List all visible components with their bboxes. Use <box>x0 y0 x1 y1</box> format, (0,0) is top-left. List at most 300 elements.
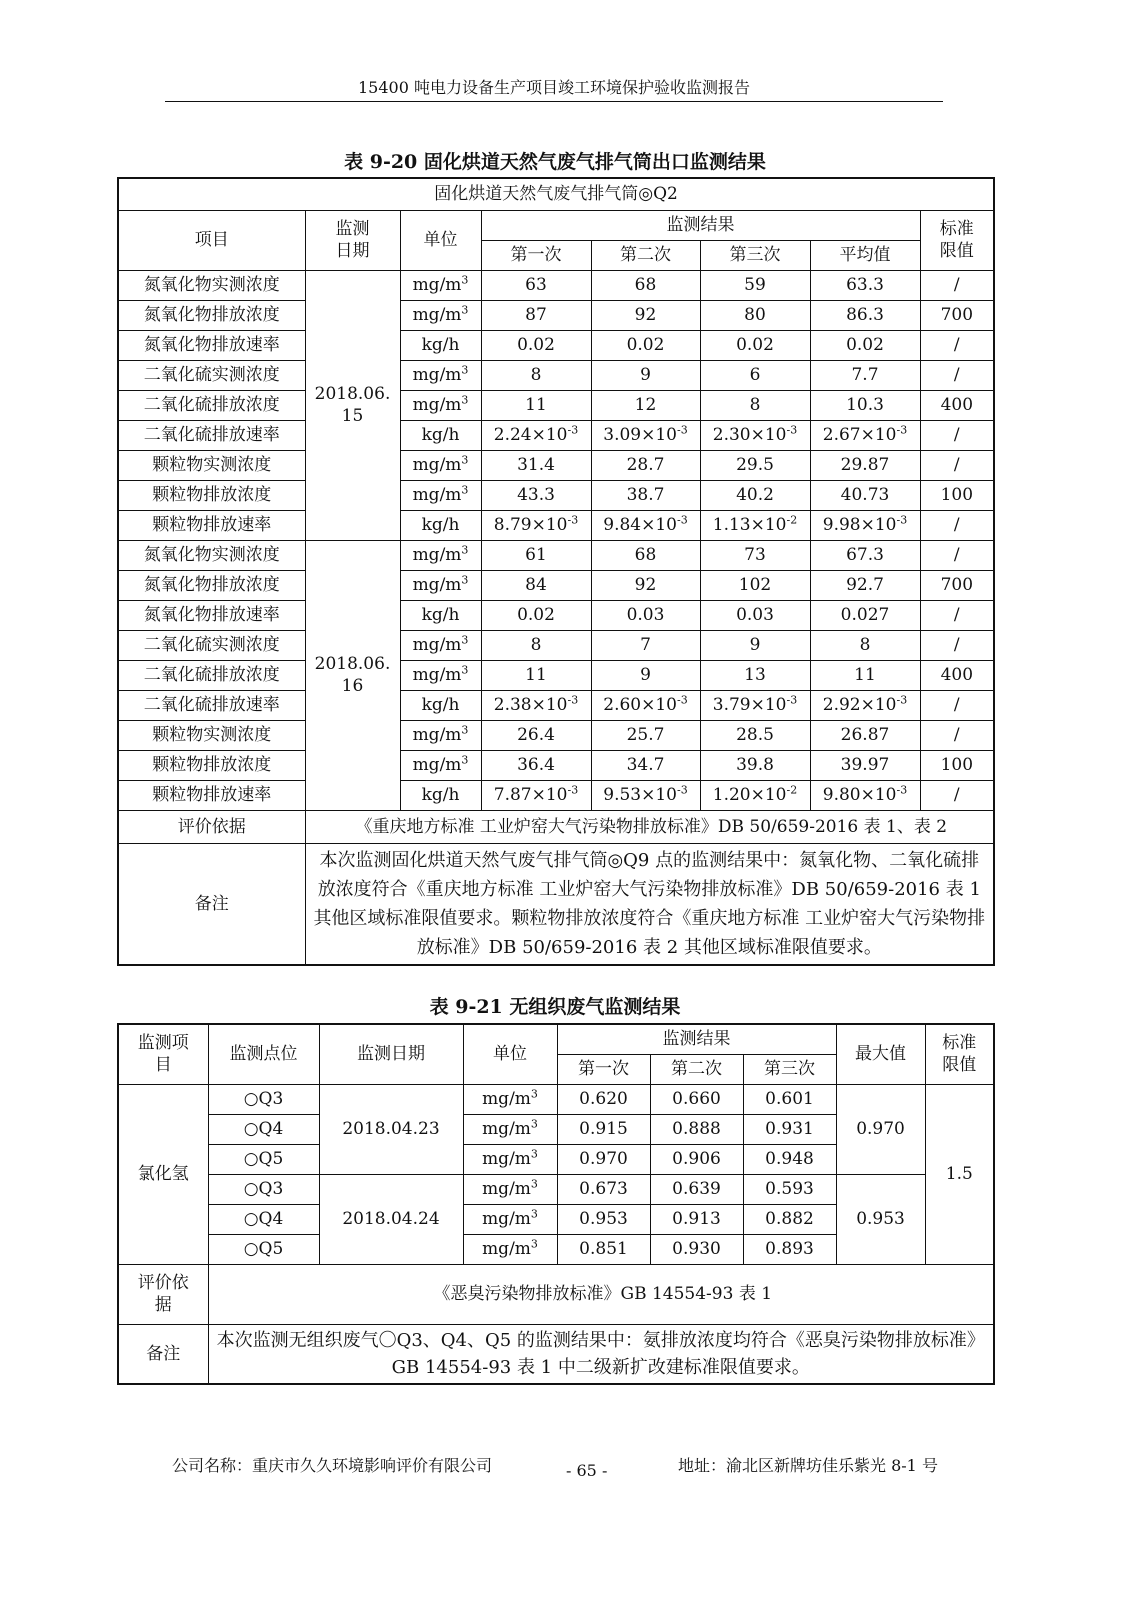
unit-cell <box>400 450 481 480</box>
value-cell <box>481 300 591 330</box>
unit-superscript: 3 <box>530 1147 538 1161</box>
value-exponent: -3 <box>896 513 908 527</box>
th2-run-1: 第一次 <box>557 1054 650 1084</box>
th2-max: 最大值 <box>836 1024 925 1084</box>
point-cell: ○Q5 <box>208 1234 319 1264</box>
unit-text: mg/m <box>482 1119 531 1139</box>
value-mantissa: 36.4 <box>517 755 555 775</box>
value-cell <box>700 750 810 780</box>
value-cell: 0.931 <box>743 1114 836 1144</box>
value-cell <box>591 420 700 450</box>
value-cell <box>700 570 810 600</box>
value-mantissa: 9.84×10 <box>603 515 677 535</box>
limit-cell: / <box>920 270 994 300</box>
th-limit: 标准 限值 <box>920 210 994 270</box>
value-cell <box>700 330 810 360</box>
value-mantissa: 39.97 <box>840 755 890 775</box>
unit-text: mg/m <box>412 365 462 385</box>
value-cell <box>481 360 591 390</box>
unit-text: kg/h <box>421 605 460 625</box>
th2-run-3: 第三次 <box>743 1054 836 1084</box>
value-cell <box>700 720 810 750</box>
max-cell: 0.970 <box>836 1084 925 1174</box>
value-cell: 0.620 <box>557 1084 650 1114</box>
value-cell <box>481 720 591 750</box>
value-mantissa: 12 <box>634 395 657 415</box>
value-mantissa: 26.87 <box>840 725 890 745</box>
unit-superscript: 3 <box>461 543 469 557</box>
item-cell: 氮氧化物排放速率 <box>118 330 305 360</box>
value-mantissa: 59 <box>744 275 766 295</box>
table1-caption: 表 9-20 固化烘道天然气废气排气筒出口监测结果 <box>344 151 766 173</box>
unit-superscript: 3 <box>461 453 469 467</box>
value-cell <box>591 600 700 630</box>
limit-cell: / <box>920 540 994 570</box>
value-cell <box>810 600 920 630</box>
value-cell <box>481 480 591 510</box>
th-run-3: 第三次 <box>700 240 810 270</box>
value-mantissa: 87 <box>525 305 547 325</box>
unit-superscript: 3 <box>461 483 469 497</box>
value-exponent: -3 <box>677 513 688 527</box>
value-cell <box>700 300 810 330</box>
unit-text: kg/h <box>421 335 460 355</box>
value-mantissa: 13 <box>744 665 766 685</box>
remark2-text: 本次监测无组织废气〇Q3、Q4、Q5 的监测结果中：氨排放浓度均符合《恶臭污染物排放标准》GB 14554-93 表 1 中二级新扩改建标准限值要求。 <box>208 1324 994 1384</box>
value-cell <box>591 450 700 480</box>
date-line-2: 16 <box>341 676 364 696</box>
value-cell: 0.601 <box>743 1084 836 1114</box>
point-cell: ○Q4 <box>208 1204 319 1234</box>
basis2-label: 评价依 据 <box>118 1264 208 1324</box>
value-mantissa: 6 <box>749 365 761 385</box>
value-cell <box>700 420 810 450</box>
value-mantissa: 9 <box>749 635 761 655</box>
value-cell: 0.948 <box>743 1144 836 1174</box>
limit-cell: 400 <box>920 660 994 690</box>
value-cell <box>591 480 700 510</box>
unit-cell <box>463 1174 557 1204</box>
th2-point: 监测点位 <box>208 1024 319 1084</box>
unit-superscript: 3 <box>461 393 469 407</box>
footer-page-number: - 65 - <box>566 1461 608 1480</box>
unit-superscript: 3 <box>530 1237 538 1251</box>
value-cell <box>591 660 700 690</box>
unit-text: mg/m <box>412 635 462 655</box>
table-row <box>118 690 994 720</box>
unit-cell <box>400 570 481 600</box>
value-cell <box>810 300 920 330</box>
item-cell: 氮氧化物排放浓度 <box>118 570 305 600</box>
value-cell <box>591 720 700 750</box>
value-mantissa: 67.3 <box>846 545 884 565</box>
unit-text: kg/h <box>421 425 460 445</box>
unit-superscript: 3 <box>461 633 469 647</box>
date-line-2: 15 <box>341 406 364 426</box>
point-cell: ○Q4 <box>208 1114 319 1144</box>
value-cell <box>481 570 591 600</box>
unit-cell <box>400 750 481 780</box>
value-cell <box>481 750 591 780</box>
value-cell <box>591 330 700 360</box>
basis2-text: 《恶臭污染物排放标准》GB 14554-93 表 1 <box>208 1264 994 1324</box>
table-row <box>118 540 994 570</box>
unit-superscript: 3 <box>461 663 469 677</box>
unit-superscript: 3 <box>530 1087 538 1101</box>
value-exponent: -3 <box>786 693 798 707</box>
item-cell: 二氧化硫排放浓度 <box>118 660 305 690</box>
th2-run-2: 第二次 <box>650 1054 743 1084</box>
value-cell <box>810 570 920 600</box>
table1 <box>117 177 995 966</box>
unit-superscript: 3 <box>530 1207 538 1221</box>
item-cell: 颗粒物实测浓度 <box>118 720 305 750</box>
unit-cell <box>463 1084 557 1114</box>
value-cell: 0.930 <box>650 1234 743 1264</box>
th-results: 监测结果 <box>481 210 920 240</box>
remark-text: 本次监测固化烘道天然气废气排气筒◎Q9 点的监测结果中：氮氧化物、二氧化硫排放浓度符合《重庆地方标准 工业炉窑大气污染物排放标准》DB 50/659-2016 表 1 其他区域标准限值要求。颗粒物排放浓度符合《重庆地方标准 工业炉窑大气污染物排放标准》DB 50/659-2016 表 2 其他区域标准限值要求。 <box>305 843 994 965</box>
th2-unit: 单位 <box>463 1024 557 1084</box>
value-exponent: -2 <box>786 513 798 527</box>
limit-cell: / <box>920 630 994 660</box>
value-cell: 0.970 <box>557 1144 650 1174</box>
table-row <box>118 330 994 360</box>
value-exponent: -3 <box>896 783 908 797</box>
value-cell <box>591 510 700 540</box>
unit-text: mg/m <box>482 1239 531 1259</box>
value-cell <box>810 420 920 450</box>
th2-results: 监测结果 <box>557 1024 836 1054</box>
th-average: 平均值 <box>810 240 920 270</box>
unit-cell <box>400 720 481 750</box>
unit-text: mg/m <box>412 575 462 595</box>
value-cell: 0.893 <box>743 1234 836 1264</box>
value-exponent: -3 <box>677 693 688 707</box>
value-cell <box>481 420 591 450</box>
value-cell <box>700 270 810 300</box>
value-cell <box>481 780 591 810</box>
unit-cell <box>400 330 481 360</box>
value-exponent: -3 <box>677 423 688 437</box>
point-cell: ○Q3 <box>208 1174 319 1204</box>
limit-cell: / <box>920 420 994 450</box>
table-row <box>118 660 994 690</box>
unit-cell <box>400 480 481 510</box>
item-cell: 颗粒物排放浓度 <box>118 480 305 510</box>
unit-text: mg/m <box>412 545 462 565</box>
unit-text: mg/m <box>412 725 462 745</box>
value-cell <box>810 270 920 300</box>
value-mantissa: 0.03 <box>626 605 665 625</box>
unit-text: mg/m <box>482 1089 531 1109</box>
value-cell <box>810 450 920 480</box>
table-row <box>118 720 994 750</box>
value-cell: 0.660 <box>650 1084 743 1114</box>
page-header: 15400 吨电力设备生产项目竣工环境保护验收监测报告 <box>358 78 750 97</box>
limit-cell: / <box>920 450 994 480</box>
value-cell: 0.915 <box>557 1114 650 1144</box>
value-mantissa: 11 <box>854 665 876 685</box>
unit-cell <box>463 1204 557 1234</box>
value-mantissa: 9 <box>640 665 651 685</box>
value-mantissa: 9 <box>640 365 651 385</box>
value-mantissa: 8 <box>749 395 761 415</box>
value-cell <box>810 510 920 540</box>
value-cell <box>700 600 810 630</box>
unit-cell <box>400 390 481 420</box>
value-mantissa: 39.8 <box>736 755 774 775</box>
value-cell <box>700 390 810 420</box>
value-cell: 0.888 <box>650 1114 743 1144</box>
value-mantissa: 0.027 <box>840 605 890 625</box>
value-mantissa: 7.7 <box>851 365 879 385</box>
value-mantissa: 40.73 <box>840 485 890 505</box>
value-mantissa: 8 <box>859 635 871 655</box>
value-mantissa: 38.7 <box>626 485 665 505</box>
value-mantissa: 84 <box>525 575 547 595</box>
value-mantissa: 1.13×10 <box>712 515 787 535</box>
value-mantissa: 9.98×10 <box>822 515 897 535</box>
item-cell: 二氧化硫排放速率 <box>118 420 305 450</box>
item-cell: 颗粒物实测浓度 <box>118 450 305 480</box>
item-cell: 二氧化硫排放浓度 <box>118 390 305 420</box>
unit-cell <box>400 360 481 390</box>
unit-cell <box>463 1144 557 1174</box>
value-mantissa: 2.60×10 <box>603 695 677 715</box>
value-cell <box>700 480 810 510</box>
unit-superscript: 3 <box>530 1117 538 1131</box>
table-row <box>118 630 994 660</box>
value-mantissa: 1.20×10 <box>712 785 787 805</box>
table-row <box>118 780 994 810</box>
unit-cell <box>400 300 481 330</box>
th-run-1: 第一次 <box>481 240 591 270</box>
th2-date: 监测日期 <box>319 1024 463 1084</box>
value-cell <box>481 660 591 690</box>
value-cell: 0.593 <box>743 1174 836 1204</box>
value-cell <box>700 630 810 660</box>
value-exponent: -3 <box>567 423 579 437</box>
value-mantissa: 0.02 <box>846 335 884 355</box>
point-cell: ○Q5 <box>208 1144 319 1174</box>
value-cell <box>481 690 591 720</box>
unit-cell <box>463 1114 557 1144</box>
value-mantissa: 92 <box>634 575 657 595</box>
th2-limit: 标准 限值 <box>925 1024 994 1084</box>
value-cell <box>810 660 920 690</box>
table-row <box>118 600 994 630</box>
value-mantissa: 0.03 <box>736 605 774 625</box>
item-cell: 二氧化硫实测浓度 <box>118 360 305 390</box>
limit-cell: 700 <box>920 570 994 600</box>
unit-superscript: 3 <box>461 273 469 287</box>
limit-cell: / <box>920 510 994 540</box>
item-cell: 二氧化硫实测浓度 <box>118 630 305 660</box>
limit-cell: 700 <box>920 300 994 330</box>
unit-text: mg/m <box>412 755 462 775</box>
value-cell <box>481 450 591 480</box>
value-cell <box>810 630 920 660</box>
unit-cell <box>400 690 481 720</box>
value-cell <box>810 720 920 750</box>
table-row <box>118 390 994 420</box>
footer-address: 地址：渝北区新牌坊佳乐紫光 8-1 号 <box>678 1456 938 1475</box>
value-mantissa: 9.53×10 <box>603 785 677 805</box>
value-mantissa: 68 <box>634 545 657 565</box>
value-mantissa: 0.02 <box>517 605 555 625</box>
value-cell <box>591 300 700 330</box>
unit-text: kg/h <box>421 785 460 805</box>
th-run-2: 第二次 <box>591 240 700 270</box>
table2-caption: 表 9-21 无组织废气监测结果 <box>429 996 681 1018</box>
unit-text: mg/m <box>412 665 462 685</box>
value-mantissa: 2.24×10 <box>493 425 568 445</box>
value-mantissa: 8.79×10 <box>493 515 568 535</box>
limit-cell: / <box>920 720 994 750</box>
date-line-1: 2018.06. <box>314 384 391 404</box>
unit-text: mg/m <box>412 455 462 475</box>
value-cell: 0.913 <box>650 1204 743 1234</box>
value-mantissa: 102 <box>738 575 772 595</box>
value-cell <box>591 690 700 720</box>
date-cell <box>305 540 400 810</box>
date-cell: 2018.04.23 <box>319 1084 463 1174</box>
value-cell: 0.906 <box>650 1144 743 1174</box>
value-mantissa: 7.87×10 <box>493 785 568 805</box>
value-cell <box>481 390 591 420</box>
value-mantissa: 3.09×10 <box>603 425 677 445</box>
table-row <box>118 510 994 540</box>
value-cell <box>591 360 700 390</box>
limit-cell: / <box>920 690 994 720</box>
value-cell <box>481 510 591 540</box>
table1-title-row: 固化烘道天然气废气排气筒◎Q2 <box>118 178 994 210</box>
value-cell <box>481 540 591 570</box>
value-cell <box>591 780 700 810</box>
max-cell: 0.953 <box>836 1174 925 1264</box>
unit-text: mg/m <box>412 275 462 295</box>
remark2-label: 备注 <box>118 1324 208 1384</box>
value-exponent: -3 <box>567 783 579 797</box>
value-cell <box>700 660 810 690</box>
table-row <box>118 420 994 450</box>
value-mantissa: 2.38×10 <box>493 695 568 715</box>
table-row <box>118 360 994 390</box>
value-cell: 0.673 <box>557 1174 650 1204</box>
value-mantissa: 11 <box>525 395 547 415</box>
unit-cell <box>400 660 481 690</box>
value-mantissa: 86.3 <box>846 305 884 325</box>
value-mantissa: 61 <box>525 545 547 565</box>
limit-cell: / <box>920 360 994 390</box>
value-cell <box>591 570 700 600</box>
value-cell <box>481 330 591 360</box>
value-mantissa: 28.5 <box>736 725 774 745</box>
value-exponent: -2 <box>786 783 798 797</box>
unit-text: mg/m <box>482 1179 531 1199</box>
unit-text: mg/m <box>412 305 462 325</box>
table-row <box>118 450 994 480</box>
unit-superscript: 3 <box>461 303 469 317</box>
value-cell <box>700 540 810 570</box>
pollutant-cell: 氯化氢 <box>118 1084 208 1264</box>
value-mantissa: 11 <box>525 665 547 685</box>
unit-superscript: 3 <box>461 753 469 767</box>
value-cell: 0.639 <box>650 1174 743 1204</box>
th-item: 项目 <box>118 210 305 270</box>
value-cell <box>481 630 591 660</box>
value-mantissa: 0.02 <box>626 335 665 355</box>
unit-superscript: 3 <box>461 363 469 377</box>
value-cell <box>700 510 810 540</box>
th2-item: 监测项 目 <box>118 1024 208 1084</box>
item-cell: 氮氧化物实测浓度 <box>118 540 305 570</box>
value-cell <box>810 360 920 390</box>
value-cell <box>591 750 700 780</box>
value-cell <box>591 630 700 660</box>
date-cell: 2018.04.24 <box>319 1174 463 1264</box>
value-mantissa: 8 <box>530 365 542 385</box>
value-mantissa: 63.3 <box>846 275 884 295</box>
value-cell <box>810 390 920 420</box>
value-mantissa: 0.02 <box>517 335 555 355</box>
value-exponent: -3 <box>786 423 798 437</box>
value-cell: 0.851 <box>557 1234 650 1264</box>
value-exponent: -3 <box>896 423 908 437</box>
table2 <box>117 1023 995 1385</box>
point-cell: ○Q3 <box>208 1084 319 1114</box>
unit-cell <box>400 540 481 570</box>
value-cell <box>810 540 920 570</box>
value-mantissa: 7 <box>640 635 651 655</box>
unit-text: kg/h <box>421 515 460 535</box>
value-mantissa: 43.3 <box>517 485 555 505</box>
value-mantissa: 26.4 <box>517 725 555 745</box>
value-mantissa: 2.92×10 <box>822 695 897 715</box>
value-mantissa: 29.5 <box>736 455 774 475</box>
value-mantissa: 73 <box>744 545 766 565</box>
value-mantissa: 2.67×10 <box>822 425 897 445</box>
value-cell <box>591 270 700 300</box>
value-mantissa: 34.7 <box>626 755 665 775</box>
basis-text: 《重庆地方标准 工业炉窑大气污染物排放标准》DB 50/659-2016 表 1、表 2 <box>305 810 994 843</box>
item-cell: 氮氧化物实测浓度 <box>118 270 305 300</box>
unit-text: mg/m <box>412 485 462 505</box>
limit-cell: / <box>920 330 994 360</box>
limit-cell: / <box>920 600 994 630</box>
table-row <box>118 1174 994 1204</box>
value-mantissa: 40.2 <box>736 485 774 505</box>
value-cell <box>591 540 700 570</box>
value-mantissa: 31.4 <box>517 455 555 475</box>
table-row <box>118 570 994 600</box>
value-mantissa: 9.80×10 <box>822 785 897 805</box>
header-rule <box>165 101 943 102</box>
value-cell <box>700 690 810 720</box>
unit-superscript: 3 <box>461 573 469 587</box>
value-cell <box>810 750 920 780</box>
unit-cell <box>400 270 481 300</box>
limit-cell: / <box>920 780 994 810</box>
value-cell <box>700 450 810 480</box>
limit-cell: 100 <box>920 750 994 780</box>
unit-cell <box>400 510 481 540</box>
unit-cell <box>400 780 481 810</box>
remark-label: 备注 <box>118 843 305 965</box>
value-mantissa: 92 <box>634 305 657 325</box>
th-date: 监测 日期 <box>305 210 400 270</box>
unit-cell <box>463 1234 557 1264</box>
